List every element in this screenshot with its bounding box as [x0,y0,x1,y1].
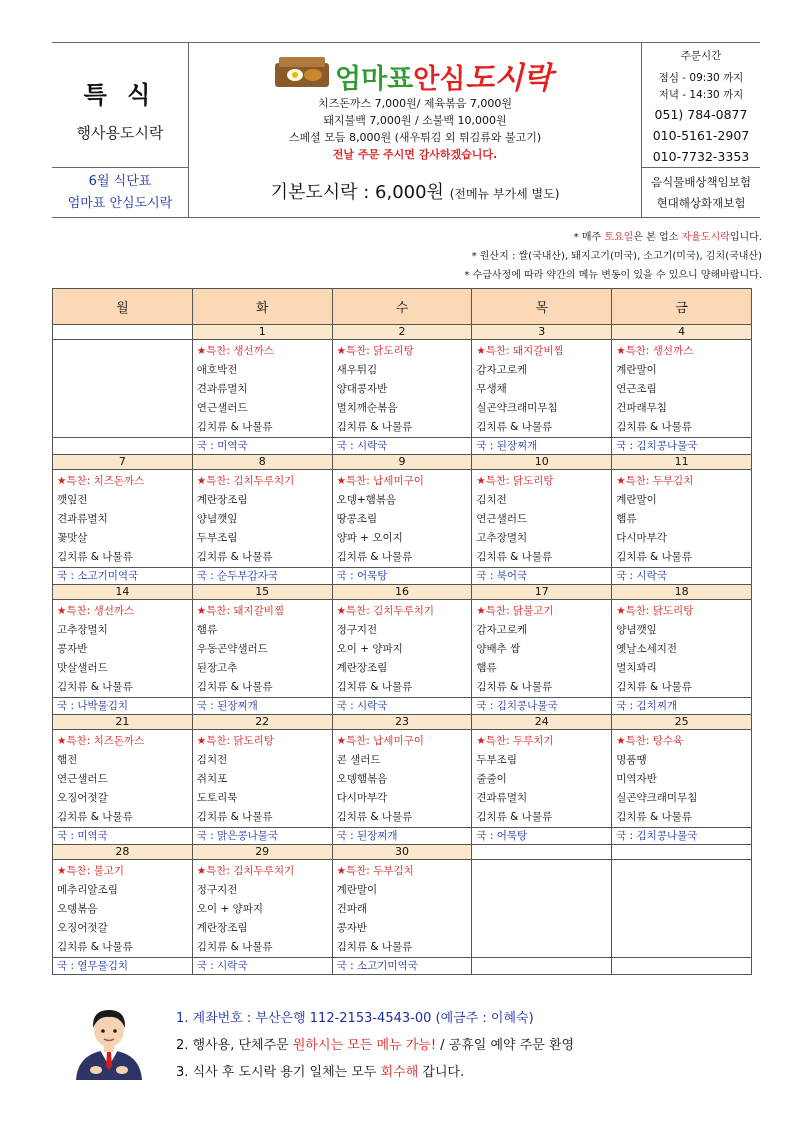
side-dish: 김치류 & 나물류 [196,811,273,823]
menu-cell [192,860,332,958]
soup-cell: 국 : 미역국 [192,438,332,455]
menu-cell [472,340,612,438]
menu-brand: 엄마표 안심도시락 [67,196,173,211]
menu-cell [192,600,332,698]
menu-cell [332,600,472,698]
note-line: * 수급사정에 따라 약간의 메뉴 변동이 있을 수 있으니 양해바랍니다. [464,270,762,281]
side-dish: 다시마부각 [616,532,667,544]
special-dish: ★특찬: 치즈돈까스 [57,475,145,487]
special-box [52,43,188,167]
side-dish: 애호박전 [196,364,238,376]
side-dish: 감자고로케 [476,364,528,376]
side-dish: 미역자반 [616,773,657,785]
side-dish: 계란말이 [616,364,657,376]
soup-row [53,698,752,715]
special-title: 특 식 [83,81,157,109]
special-dish: ★특찬: 닭도리탕 [336,345,414,357]
menu-cell [332,860,472,958]
special-dish: ★특찬: 불고기 [57,865,125,877]
soup-cell: 국 : 소고기미역국 [53,568,193,585]
soup-cell: 국 : 김치콩나물국 [612,438,752,455]
date-cell: 3 [472,325,612,340]
side-dish: 계란장조림 [196,922,248,934]
side-dish: 콩자반 [57,643,88,655]
side-dish: 김치류 & 나물류 [57,551,133,563]
date-cell: 1 [192,325,332,340]
side-dish: 오이 + 양파지 [336,643,403,655]
soup-cell [472,958,612,975]
date-cell: 18 [612,585,752,600]
side-dish: 김치류 & 나물류 [476,421,553,433]
side-dish: 양념깻잎 [616,624,657,636]
side-dish: 오이 + 양파지 [196,903,263,915]
weekday-label: 화 [192,289,332,325]
side-dish: 건파래무침 [616,402,667,414]
insurance-line: 음식물배상책임보험 [651,175,751,189]
menu-row [53,600,752,698]
menu-cell [192,730,332,828]
weekday-label: 수 [332,289,472,325]
side-dish: 김치류 & 나물류 [196,681,273,693]
side-dish: 김치전 [476,494,507,506]
soup-row [53,828,752,845]
order-info [642,43,760,167]
menu-cell [472,730,612,828]
date-cell: 28 [53,845,193,860]
soup-cell: 국 : 북어국 [472,568,612,585]
side-dish: 양배추 쌈 [476,643,521,655]
menu-cell [53,470,193,568]
side-dish: 견과류멸치 [57,513,108,525]
special-dish: ★특찬: 닭도리탕 [616,605,694,617]
side-dish: 김치류 & 나물류 [57,681,133,693]
side-dish: 된장고추 [196,662,238,674]
soup-row [53,958,752,975]
side-dish: 햄전 [57,754,78,766]
logo-text: 엄마표안심도시락 [335,61,553,96]
date-cell: 22 [192,715,332,730]
side-dish: 무생채 [476,383,507,395]
side-dish: 멸치꽈리 [616,662,657,674]
side-dish: 오징어젓갈 [57,922,108,934]
menu-row [53,860,752,958]
side-dish: 김치류 & 나물류 [476,551,553,563]
person-icon [70,1002,148,1080]
side-dish: 감자고로케 [476,624,528,636]
side-dish: 옛날소세지전 [616,643,678,655]
date-row [53,845,752,860]
menu-cell [53,860,193,958]
price-list [189,95,641,163]
date-cell [53,325,193,340]
brand-box [189,43,641,167]
special-dish: ★특찬: 김치두루치기 [196,475,295,487]
side-dish: 김치류 & 나물류 [616,421,692,433]
side-dish: 계란장조림 [336,662,388,674]
side-dish: 견과류멸치 [476,792,528,804]
side-dish: 계란말이 [616,494,657,506]
side-dish: 김치류 & 나물류 [196,941,273,953]
soup-cell: 국 : 시락국 [332,698,472,715]
date-row [53,325,752,340]
soup-cell: 국 : 나박물김치 [53,698,193,715]
side-dish: 김치류 & 나물류 [196,421,273,433]
special-dish: ★특찬: 납세미구이 [336,475,424,487]
side-dish: 오뎅+햄볶음 [336,494,397,506]
price-line: 치즈돈까스 7,000원/ 제육볶음 7,000원 [317,97,513,110]
menu-cell [332,470,472,568]
header [52,42,760,218]
side-dish: 정구지전 [336,624,378,636]
menu-cell [53,600,193,698]
date-cell: 10 [472,455,612,470]
soup-cell: 국 : 시락국 [332,438,472,455]
side-dish: 고추장멸치 [476,532,528,544]
side-dish: 고추장멸치 [57,624,108,636]
side-dish: 견과류멸치 [196,383,248,395]
side-dish: 줄줄이 [476,773,507,785]
menu-cell [332,730,472,828]
side-dish: 햄류 [196,624,218,636]
side-dish: 김치류 & 나물류 [476,681,553,693]
special-dish: ★특찬: 닭도리탕 [476,475,554,487]
soup-cell: 국 : 순두부감자국 [192,568,332,585]
soup-cell: 국 : 김치찌개 [612,698,752,715]
dinner-order-time: 저녁 - 14:30 까지 [658,89,744,101]
soup-cell [612,958,752,975]
insurance-info [642,167,760,219]
side-dish: 꽃맛살 [57,532,88,544]
date-cell: 29 [192,845,332,860]
menu-row [53,730,752,828]
special-dish: ★특찬: 돼지갈비찜 [476,345,564,357]
date-cell: 7 [53,455,193,470]
date-row [53,715,752,730]
side-dish: 햄류 [616,513,637,525]
side-dish: 도토리묵 [196,792,238,804]
weekday-label: 월 [53,289,193,325]
side-dish: 김치류 & 나물류 [336,941,413,953]
side-dish: 새우튀김 [336,364,378,376]
side-dish: 김치류 & 나물류 [616,811,692,823]
side-dish: 연근샐러드 [196,402,248,414]
date-cell: 4 [612,325,752,340]
menu-cell [192,340,332,438]
weekday-header [53,289,752,325]
side-dish: 계란장조림 [196,494,248,506]
side-dish: 김치전 [196,754,228,766]
side-dish: 콩자반 [336,922,368,934]
side-dish: 햄류 [476,662,497,674]
order-time-title: 주문시간 [680,50,722,62]
date-cell: 30 [332,845,472,860]
side-dish: 양념깻잎 [196,513,238,525]
note-line: * 원산지 : 쌀(국내산), 돼지고기(미국), 소고기(미국), 김치(국내산) [471,251,762,262]
date-cell: 2 [332,325,472,340]
note-line: * 매주 토요일은 본 업소 자율도시락입니다. [573,232,762,243]
menu-cell [612,730,752,828]
price-line: 돼지불백 7,000원 / 소불백 10,000원 [323,114,507,127]
menu-cell [612,340,752,438]
special-dish: ★특찬: 닭불고기 [476,605,554,617]
side-dish: 김치류 & 나물류 [57,811,133,823]
date-cell: 23 [332,715,472,730]
menu-cell [53,340,193,438]
soup-cell: 국 : 된장찌개 [472,438,612,455]
basic-price-note: (전메뉴 부가세 별도) [449,187,560,201]
side-dish: 정구지전 [196,884,238,896]
price-line: 스페셜 모듬 8,000원 (새우튀김 외 튀김류와 불고기) [288,131,542,144]
menu-row [53,340,752,438]
basic-price [189,167,641,219]
side-dish: 맛살샐러드 [57,662,108,674]
side-dish: 두부조림 [476,754,517,766]
special-dish: ★특찬: 납세미구이 [336,735,424,747]
notes [464,228,762,285]
side-dish: 양파 + 오이지 [336,532,403,544]
side-dish: 연근조림 [616,383,657,395]
side-dish: 실곤약크래미무침 [476,402,558,414]
weekday-label: 목 [472,289,612,325]
side-dish: 두부조림 [196,532,238,544]
date-cell: 25 [612,715,752,730]
menu-cell [53,730,193,828]
date-cell [612,845,752,860]
side-dish: 연근샐러드 [57,773,108,785]
soup-cell: 국 : 된장찌개 [192,698,332,715]
soup-cell: 국 : 된장찌개 [332,828,472,845]
side-dish: 실곤약크래미무침 [616,792,698,804]
soup-cell: 국 : 어묵탕 [332,568,472,585]
side-dish: 김치류 & 나물류 [616,681,692,693]
side-dish: 멸치깨순볶음 [336,402,398,414]
special-dish: ★특찬: 두루치기 [476,735,554,747]
account-info: 1. 계좌번호 : 부산은행 112-2153-4543-00 (예금주 : 이혜숙) [176,1011,534,1026]
menu-cell [332,340,472,438]
soup-cell: 국 : 미역국 [53,828,193,845]
special-dish: ★특찬: 돼지갈비찜 [196,605,285,617]
date-cell [472,845,612,860]
side-dish: 연근샐러드 [476,513,528,525]
phone-number: 051) 784-0877 [654,107,748,122]
side-dish: 건파래 [336,903,368,915]
side-dish: 땅콩조림 [336,513,378,525]
side-dish: 다시마부각 [336,792,388,804]
side-dish: 양대콩자반 [336,383,388,395]
special-subtitle: 행사용도시락 [76,124,164,142]
date-row [53,585,752,600]
side-dish: 김치류 & 나물류 [57,941,133,953]
soup-cell: 국 : 김치콩나물국 [472,698,612,715]
side-dish: 김치류 & 나물류 [336,551,413,563]
brand-logo [273,49,573,96]
soup-cell: 국 : 어묵탕 [472,828,612,845]
date-cell: 14 [53,585,193,600]
soup-cell: 국 : 맑은콩나물국 [192,828,332,845]
menu-row [53,470,752,568]
basic-price-label: 기본도시락 : 6,000원 [270,182,444,203]
menu-title-box [52,167,188,219]
lunchbox-icon [273,53,331,89]
special-dish: ★특찬: 두부김치 [336,865,414,877]
side-dish: 김치류 & 나물류 [476,811,553,823]
side-dish: 김치류 & 나물류 [336,681,413,693]
date-cell: 24 [472,715,612,730]
special-dish: ★특찬: 탕수육 [616,735,684,747]
special-dish: ★특찬: 닭도리탕 [196,735,274,747]
special-dish: ★특찬: 김치두루치기 [196,865,295,877]
side-dish: 김치류 & 나물류 [196,551,273,563]
side-dish: 쥐치포 [196,773,228,785]
menu-cell [192,470,332,568]
special-dish: ★특찬: 생선까스 [57,605,135,617]
side-dish: 오뎅햄볶음 [336,773,388,785]
side-dish: 김치류 & 나물류 [336,811,413,823]
container-return-info: 3. 식사 후 도시락 용기 일체는 모두 회수해 갑니다. [176,1065,465,1080]
soup-row [53,438,752,455]
menu-cell [612,470,752,568]
menu-month: 6월 식단표 [88,174,152,189]
date-row [53,455,752,470]
side-dish: 깻잎전 [57,494,88,506]
date-cell: 16 [332,585,472,600]
date-cell: 9 [332,455,472,470]
soup-cell: 국 : 열무물김치 [53,958,193,975]
side-dish: 콘 샐러드 [336,754,381,766]
side-dish: 우동곤약샐러드 [196,643,268,655]
menu-cell [472,600,612,698]
menu-cell [612,600,752,698]
side-dish: 계란말이 [336,884,378,896]
special-dish: ★특찬: 치즈돈까스 [57,735,145,747]
lunch-order-time: 점심 - 09:30 까지 [658,72,744,84]
soup-cell: 국 : 시락국 [192,958,332,975]
soup-cell [53,438,193,455]
phone-number: 010-5161-2907 [652,128,750,143]
special-dish: ★특찬: 생선까스 [196,345,274,357]
special-dish: ★특찬: 생선까스 [616,345,694,357]
soup-row [53,568,752,585]
group-order-info: 2. 행사용, 단체주문 원하시는 모든 메뉴 가능! / 공휴일 예약 주문 환영 [176,1038,575,1053]
date-cell: 15 [192,585,332,600]
menu-cell [612,860,752,958]
date-cell: 11 [612,455,752,470]
side-dish: 메추리알조림 [57,884,118,896]
date-cell: 8 [192,455,332,470]
side-dish: 오뎅볶음 [57,903,98,915]
soup-cell: 국 : 시락국 [612,568,752,585]
date-cell: 17 [472,585,612,600]
order-notice: 전날 주문 주시면 감사하겠습니다. [332,148,498,161]
menu-cell [472,860,612,958]
special-dish: ★특찬: 두부김치 [616,475,694,487]
side-dish: 명품땡 [616,754,647,766]
phone-number: 010-7732-3353 [652,149,750,164]
side-dish: 김치류 & 나물류 [336,421,413,433]
date-cell: 21 [53,715,193,730]
side-dish: 오징어젓갈 [57,792,108,804]
soup-cell: 국 : 소고기미역국 [332,958,472,975]
footer-info [176,1005,574,1086]
menu-cell [472,470,612,568]
side-dish: 김치류 & 나물류 [616,551,692,563]
soup-cell: 국 : 김치콩나물국 [612,828,752,845]
insurance-line: 현대해상화재보험 [656,196,746,210]
special-dish: ★특찬: 김치두루치기 [336,605,435,617]
weekday-label: 금 [612,289,752,325]
menu-calendar [52,288,752,975]
